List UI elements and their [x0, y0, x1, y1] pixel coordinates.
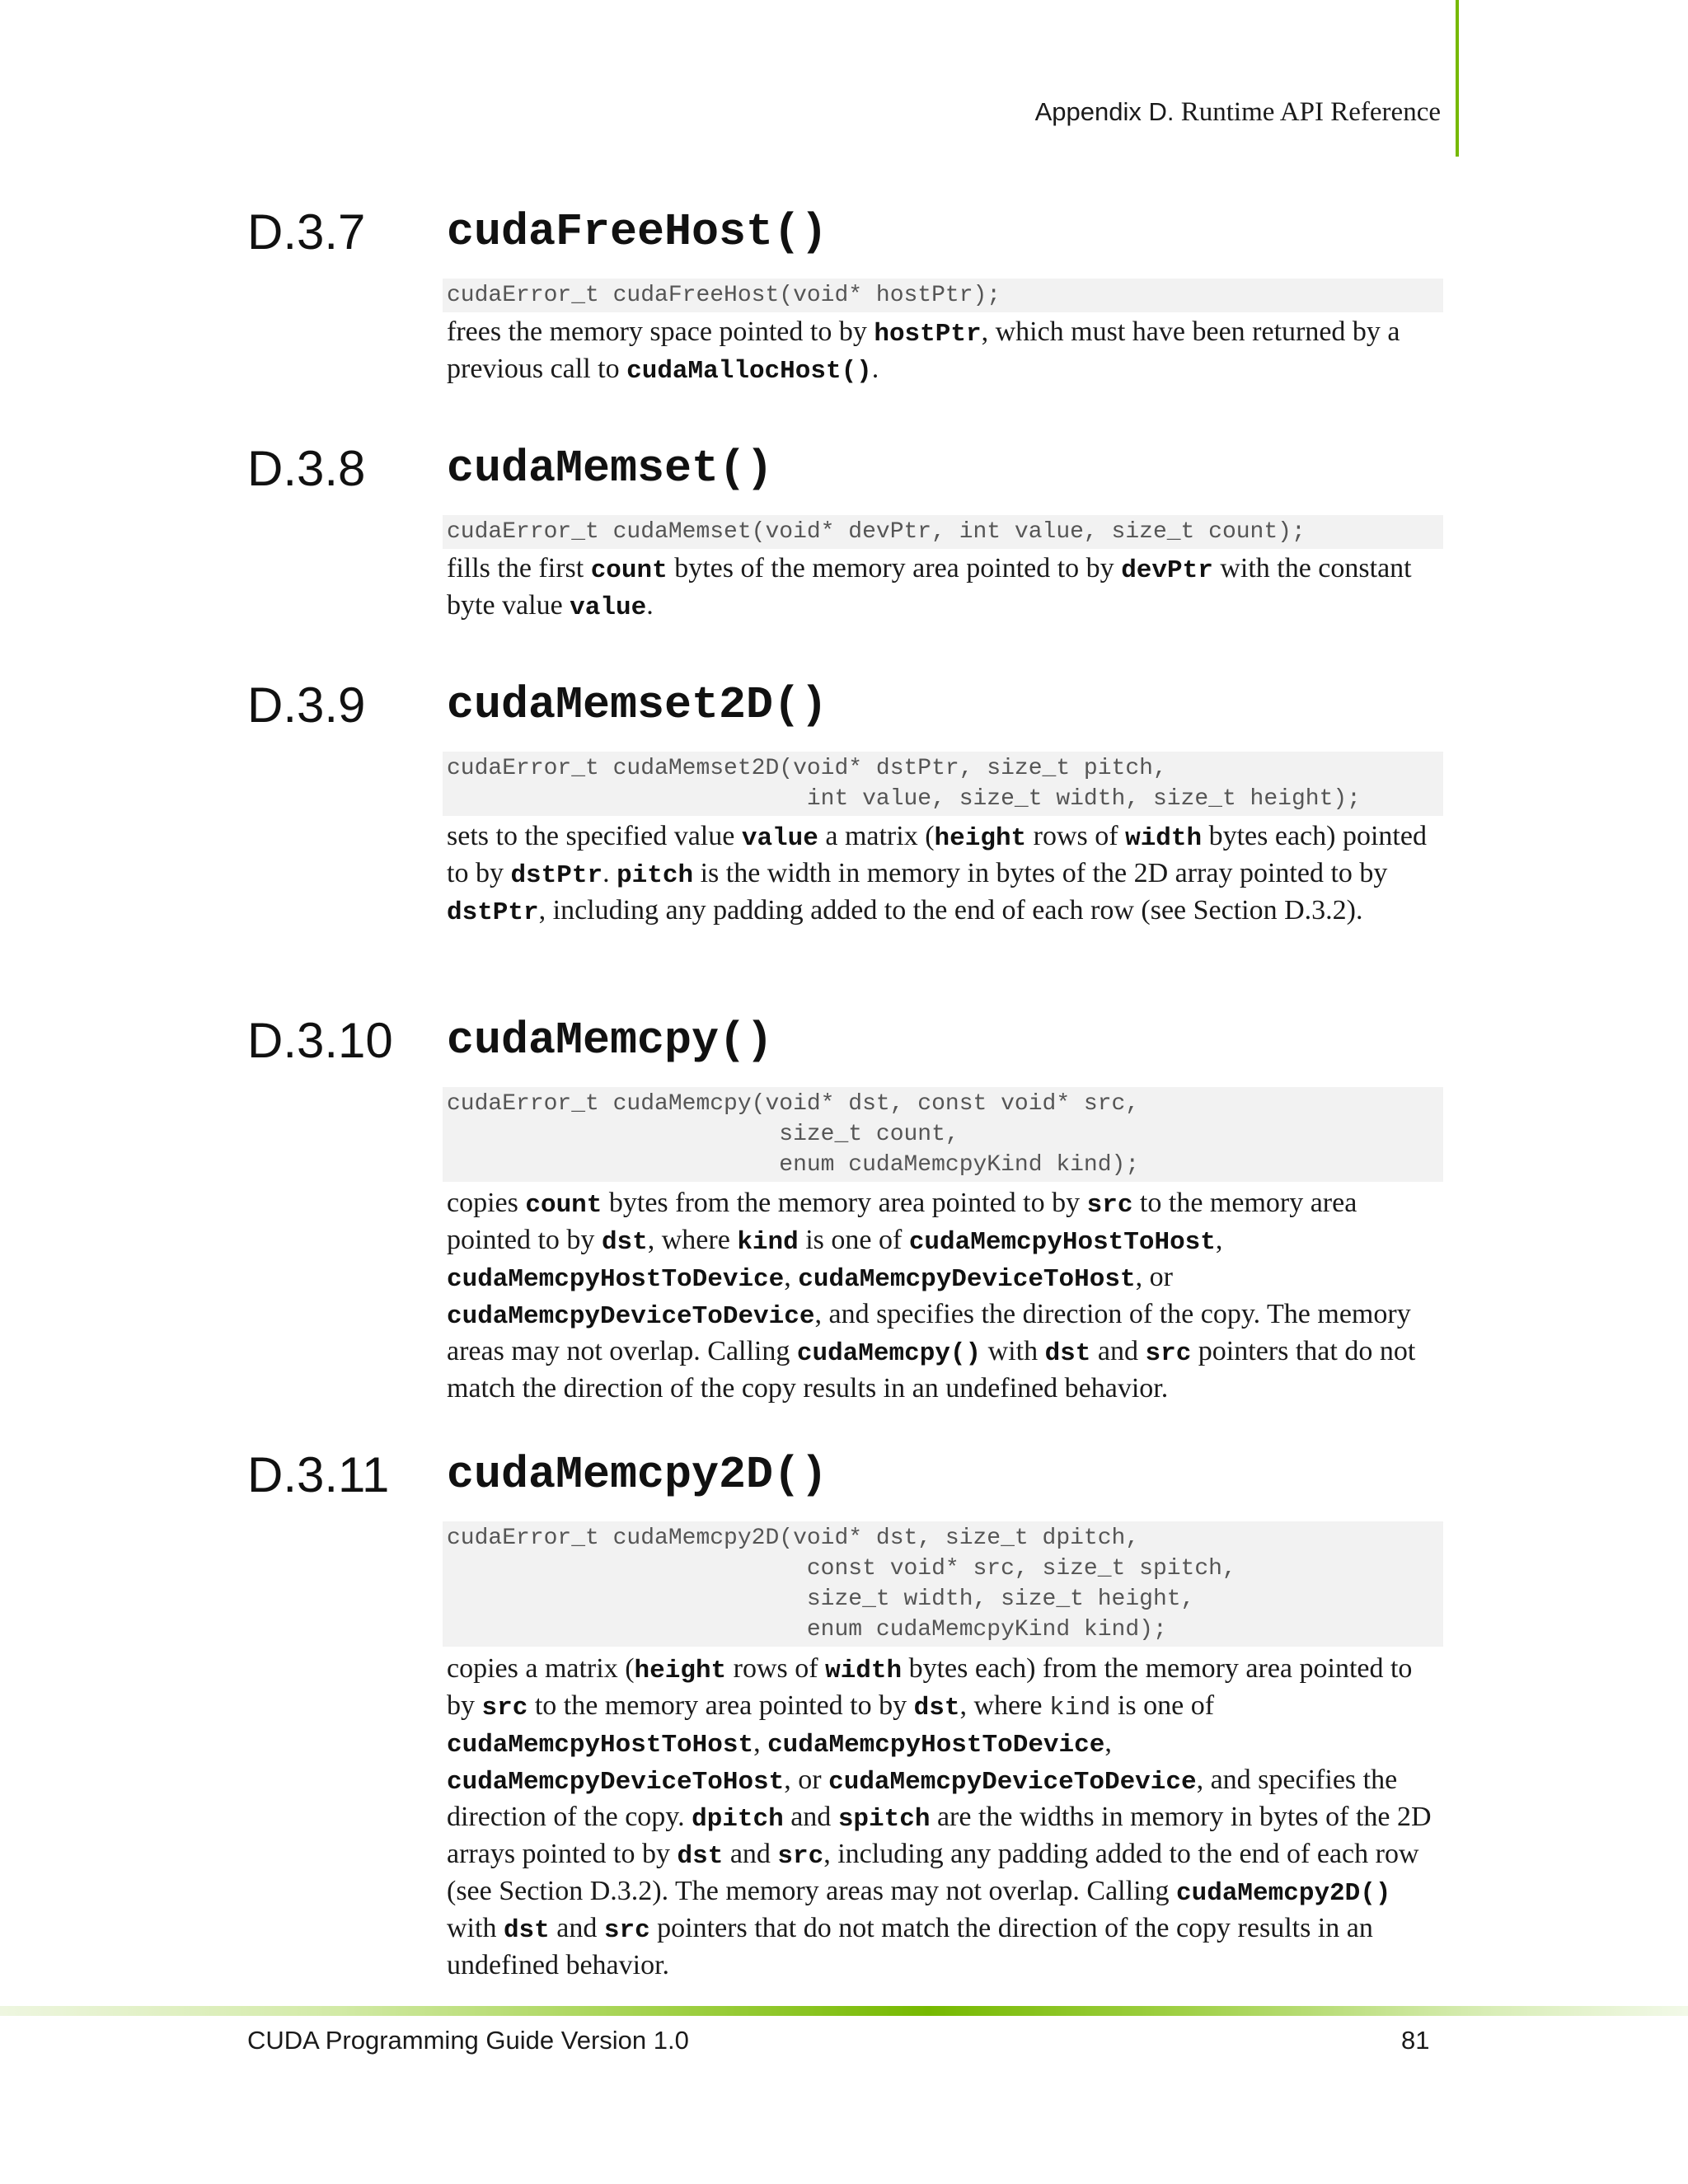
inline-code: count	[525, 1191, 603, 1220]
description-text: is one of	[798, 1225, 909, 1255]
description-text: , where	[647, 1225, 738, 1255]
function-signature: cudaError_t cudaMemcpy2D(void* dst, size_t dpitch, const void* src, size_t spitch, size_t width, size_t height, enum cudaMemcpyKind kind);	[443, 1521, 1443, 1647]
inline-code: kind	[737, 1228, 799, 1257]
description-text: ,	[1104, 1727, 1112, 1758]
inline-code: src	[481, 1694, 528, 1722]
description-text: and	[1090, 1336, 1146, 1366]
description-text: pointers that do not match the direction of the copy results in an undefined behavior.	[447, 1913, 1373, 1980]
inline-code: cudaMemcpy2D()	[1176, 1879, 1391, 1908]
inline-code: dstPtr	[447, 898, 539, 927]
description-text: is one of	[1110, 1690, 1215, 1721]
section-title: cudaMemset2D()	[447, 679, 828, 731]
page-number: 81	[1401, 2026, 1430, 2055]
inline-code: dpitch	[692, 1805, 784, 1834]
inline-code: cudaMemcpyDeviceToHost	[447, 1768, 785, 1797]
section-description	[447, 315, 1444, 389]
description-text: , or	[1135, 1262, 1173, 1292]
inline-code: dst	[677, 1842, 724, 1871]
inline-code-plain: kind	[1049, 1694, 1111, 1722]
inline-code: value	[570, 593, 647, 622]
inline-code: src	[1145, 1339, 1192, 1368]
inline-code: count	[590, 556, 668, 585]
description-text: are the widths in memory in bytes of the 2D arrays pointed to by	[447, 1802, 1432, 1869]
inline-code: cudaMemcpyDeviceToHost	[798, 1265, 1136, 1294]
description-text: , which must have been returned by a previous call to	[447, 316, 1400, 384]
running-header	[1035, 97, 1441, 128]
section-title: cudaMemset()	[447, 443, 774, 494]
inline-code: cudaMemcpyDeviceToDevice	[447, 1302, 815, 1331]
description-text: with the constant byte value	[447, 553, 1412, 621]
inline-code: cudaMemcpyDeviceToDevice	[828, 1768, 1197, 1797]
footer-doc-title: CUDA Programming Guide Version 1.0	[247, 2026, 689, 2055]
description-text: sets to the specified value	[447, 821, 742, 851]
inline-code: value	[741, 824, 818, 853]
function-signature: cudaError_t cudaMemset(void* devPtr, int value, size_t count);	[443, 515, 1443, 549]
description-text: pointers that do not match the direction of the copy results in an undefined behavior.	[447, 1336, 1416, 1404]
description-text: fills the first	[447, 553, 591, 583]
function-signature: cudaError_t cudaFreeHost(void* hostPtr);	[443, 279, 1443, 312]
section-description	[447, 551, 1444, 626]
section-title: cudaMemcpy2D()	[447, 1449, 828, 1501]
description-text: and	[723, 1839, 778, 1869]
inline-code: cudaMemcpyHostToDevice	[767, 1731, 1105, 1760]
description-text: and	[783, 1802, 838, 1832]
description-text: and	[549, 1913, 604, 1943]
section-title: cudaFreeHost()	[447, 206, 828, 258]
description-text: copies	[447, 1188, 526, 1218]
description-text: rows of	[1026, 821, 1126, 851]
description-text: bytes each) from the memory area pointed to by	[447, 1653, 1413, 1721]
description-text: , and specifies the direction of the copy. The memory areas may not overlap. Calling	[447, 1299, 1411, 1366]
description-text: frees the memory space pointed to by	[447, 316, 874, 347]
description-text: ,	[1215, 1225, 1223, 1255]
section-number: D.3.11	[247, 1447, 390, 1502]
inline-code: cudaMemcpyHostToDevice	[447, 1265, 785, 1294]
description-text: with	[447, 1913, 504, 1943]
inline-code: width	[825, 1657, 903, 1685]
inline-code: height	[934, 824, 1027, 853]
header-accent-rule	[1456, 0, 1459, 157]
header-title-text: Runtime API Reference	[1174, 97, 1441, 127]
description-text: to the memory area pointed to by	[447, 1188, 1357, 1255]
description-text: bytes each) pointed to by	[447, 821, 1427, 888]
inline-code: dst	[503, 1916, 550, 1945]
description-text: .	[603, 858, 617, 888]
section-description	[447, 1652, 1444, 1983]
inline-code: src	[603, 1916, 650, 1945]
description-text: , or	[784, 1765, 829, 1795]
description-text: , including any padding added to the end of each row (see Section D.3.2). The memory areas may not overlap. Calling	[447, 1839, 1419, 1906]
function-signature: cudaError_t cudaMemset2D(void* dstPtr, size_t pitch, int value, size_t width, size_t height);	[443, 752, 1443, 816]
inline-code: spitch	[837, 1805, 931, 1834]
description-text: , including any padding added to the end of each row (see Section D.3.2).	[538, 895, 1363, 926]
description-text: ,	[753, 1727, 768, 1758]
section-description	[447, 1186, 1444, 1406]
description-text: a matrix (	[818, 821, 935, 851]
inline-code: cudaMallocHost()	[626, 357, 872, 386]
section-number: D.3.9	[247, 677, 366, 733]
inline-code: width	[1125, 824, 1203, 853]
description-text: is the width in memory in bytes of the 2D array pointed to by	[693, 858, 1388, 888]
header-appendix-label: Appendix D.	[1034, 97, 1175, 126]
inline-code: dstPtr	[510, 861, 603, 890]
description-text: .	[646, 590, 654, 621]
inline-code: hostPtr	[874, 320, 982, 349]
description-text: to the memory area pointed to by	[528, 1690, 914, 1721]
function-signature: cudaError_t cudaMemcpy(void* dst, const void* src, size_t count, enum cudaMemcpyKind kind);	[443, 1087, 1443, 1182]
description-text: , where	[959, 1690, 1050, 1721]
description-text: bytes from the memory area pointed to by	[602, 1188, 1087, 1218]
description-text: ,	[784, 1262, 799, 1292]
inline-code: dst	[601, 1228, 648, 1257]
inline-code: cudaMemcpyHostToHost	[908, 1228, 1216, 1257]
inline-code: dst	[1044, 1339, 1091, 1368]
inline-code: height	[634, 1657, 727, 1685]
description-text: copies a matrix (	[447, 1653, 635, 1684]
inline-code: cudaMemcpy()	[796, 1339, 982, 1368]
section-number: D.3.7	[247, 204, 366, 260]
section-number: D.3.8	[247, 441, 366, 496]
description-text: bytes of the memory area pointed to by	[667, 553, 1122, 583]
inline-code: cudaMemcpyHostToHost	[447, 1731, 754, 1760]
description-text: , and specifies the direction of the copy.	[447, 1765, 1398, 1832]
inline-code: src	[777, 1842, 824, 1871]
description-text: rows of	[726, 1653, 826, 1684]
section-description	[447, 819, 1444, 930]
inline-code: devPtr	[1121, 556, 1213, 585]
inline-code: dst	[913, 1694, 960, 1722]
description-text: .	[871, 354, 879, 384]
section-title: cudaMemcpy()	[447, 1015, 774, 1066]
section-number: D.3.10	[247, 1013, 393, 1068]
footer-accent-bar	[0, 2006, 1688, 2016]
description-text: with	[981, 1336, 1045, 1366]
inline-code: src	[1086, 1191, 1133, 1220]
inline-code: pitch	[617, 861, 694, 890]
